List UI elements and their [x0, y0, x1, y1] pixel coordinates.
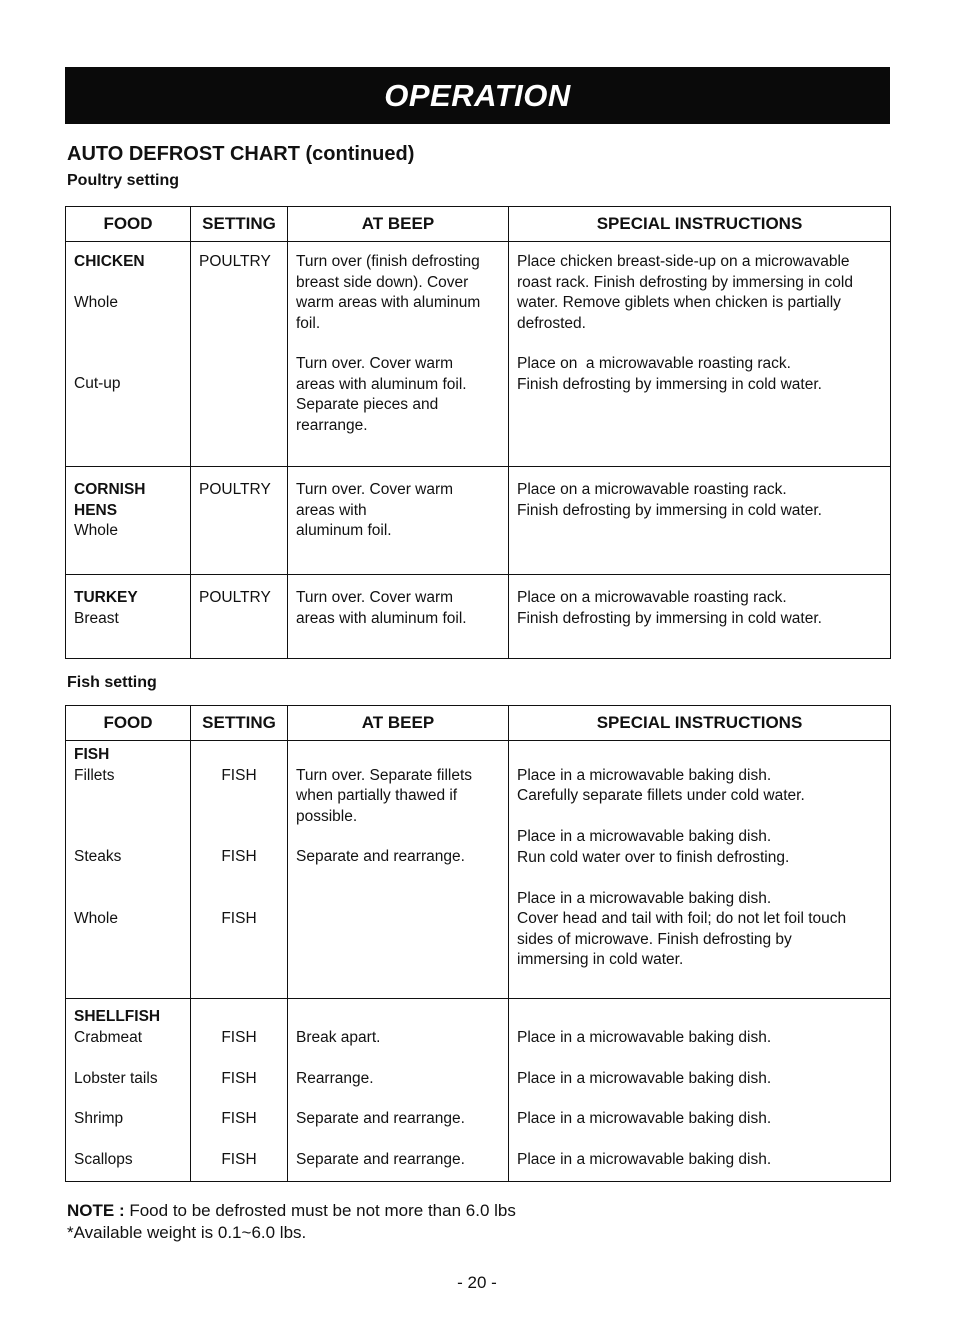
- food-item: Fillets: [74, 766, 115, 784]
- note: [67, 1200, 516, 1244]
- instructions-cell: Place chicken breast-side-up on a microwavable roast rack. Finish defrosting by immersing in cold water. Remove giblets when chicken is partially defrosted. Place on a microwavable roasting rack. Finish defrosting by immersing in cold water.: [509, 242, 891, 467]
- at-beep-cell: Turn over (finish defrosting breast side down). Cover warm areas with aluminum foil. Turn over. Cover warm areas with aluminum foil. Separate pieces and rearrange.: [288, 242, 509, 467]
- table-row: [66, 999, 891, 1182]
- food-cell: [66, 575, 191, 659]
- col-header-at-beep: AT BEEP: [288, 706, 509, 741]
- section-title: AUTO DEFROST CHART (continued): [67, 143, 415, 165]
- at-beep-cell: Turn over. Cover warm areas with aluminum foil.: [288, 575, 509, 659]
- poultry-heading: Poultry setting: [67, 172, 180, 189]
- food-category: TURKEY: [74, 589, 138, 606]
- col-header-instructions: SPECIAL INSTRUCTIONS: [509, 207, 891, 242]
- food-item: Whole: [74, 293, 118, 311]
- col-header-food: FOOD: [66, 706, 191, 741]
- col-header-at-beep: AT BEEP: [288, 207, 509, 242]
- poultry-table: [65, 206, 891, 659]
- food-cell: [66, 999, 191, 1182]
- fish-heading: Fish setting: [67, 674, 157, 691]
- food-category: CORNISH HENS: [74, 481, 146, 519]
- at-beep-cell: Turn over. Separate fillets when partially thawed if possible. Separate and rearrange.: [288, 741, 509, 999]
- table-header-row: [66, 207, 891, 242]
- food-item: Cut-up: [74, 375, 121, 392]
- food-category: CHICKEN: [74, 253, 145, 270]
- food-item: Lobster tails: [74, 1069, 158, 1087]
- food-item: Whole: [74, 909, 118, 927]
- note-label: NOTE :: [67, 1201, 125, 1220]
- at-beep-cell: Turn over. Cover warm areas with aluminum foil.: [288, 467, 509, 575]
- food-category: SHELLFISH: [74, 1008, 161, 1025]
- setting-cell: POULTRY: [191, 242, 288, 467]
- table-header-row: [66, 706, 891, 741]
- fish-table: [65, 705, 891, 1182]
- at-beep-cell: Break apart. Rearrange. Separate and rearrange. Separate and rearrange.: [288, 999, 509, 1182]
- food-item: Scallops: [74, 1151, 133, 1168]
- col-header-food: FOOD: [66, 207, 191, 242]
- note-text: Food to be defrosted must be not more than 6.0 lbs: [129, 1201, 516, 1220]
- table-row: [66, 242, 891, 467]
- table-row: [66, 467, 891, 575]
- col-header-instructions: SPECIAL INSTRUCTIONS: [509, 706, 891, 741]
- food-item: Crabmeat: [74, 1028, 143, 1046]
- setting-cell: FISH FISH FISH FISH: [191, 999, 288, 1182]
- food-cell: [66, 741, 191, 999]
- page-title: OPERATION: [384, 77, 571, 113]
- setting-cell: FISH FISH FISH: [191, 741, 288, 999]
- food-item: Breast: [74, 609, 119, 627]
- instructions-cell: Place in a microwavable baking dish. Place in a microwavable baking dish. Place in a microwavable baking dish. Place in a microwavable baking dish.: [509, 999, 891, 1182]
- page-number: - 20 -: [457, 1273, 497, 1292]
- setting-cell: POULTRY: [191, 467, 288, 575]
- food-item: Steaks: [74, 848, 122, 865]
- col-header-setting: SETTING: [191, 706, 288, 741]
- food-cell: [66, 467, 191, 575]
- table-row: [66, 575, 891, 659]
- food-item: Whole: [74, 522, 118, 539]
- food-cell: [66, 242, 191, 467]
- food-item: Shrimp: [74, 1110, 124, 1127]
- instructions-cell: Place on a microwavable roasting rack. Finish defrosting by immersing in cold water.: [509, 467, 891, 575]
- instructions-cell: Place in a microwavable baking dish. Carefully separate fillets under cold water. Place in a microwavable baking dish. Run cold water over to finish defrosting. Place in a microwavable baking dish. Cover head and tail with foil; do not let foil touch sides of microwave. Finish defrosting by immersing in cold water.: [509, 741, 891, 999]
- header-banner: [65, 67, 890, 124]
- table-row: [66, 741, 891, 999]
- instructions-cell: Place on a microwavable roasting rack. Finish defrosting by immersing in cold water.: [509, 575, 891, 659]
- col-header-setting: SETTING: [191, 207, 288, 242]
- food-category: FISH: [74, 746, 110, 763]
- setting-cell: POULTRY: [191, 575, 288, 659]
- note-weight: *Available weight is 0.1~6.0 lbs.: [67, 1223, 307, 1242]
